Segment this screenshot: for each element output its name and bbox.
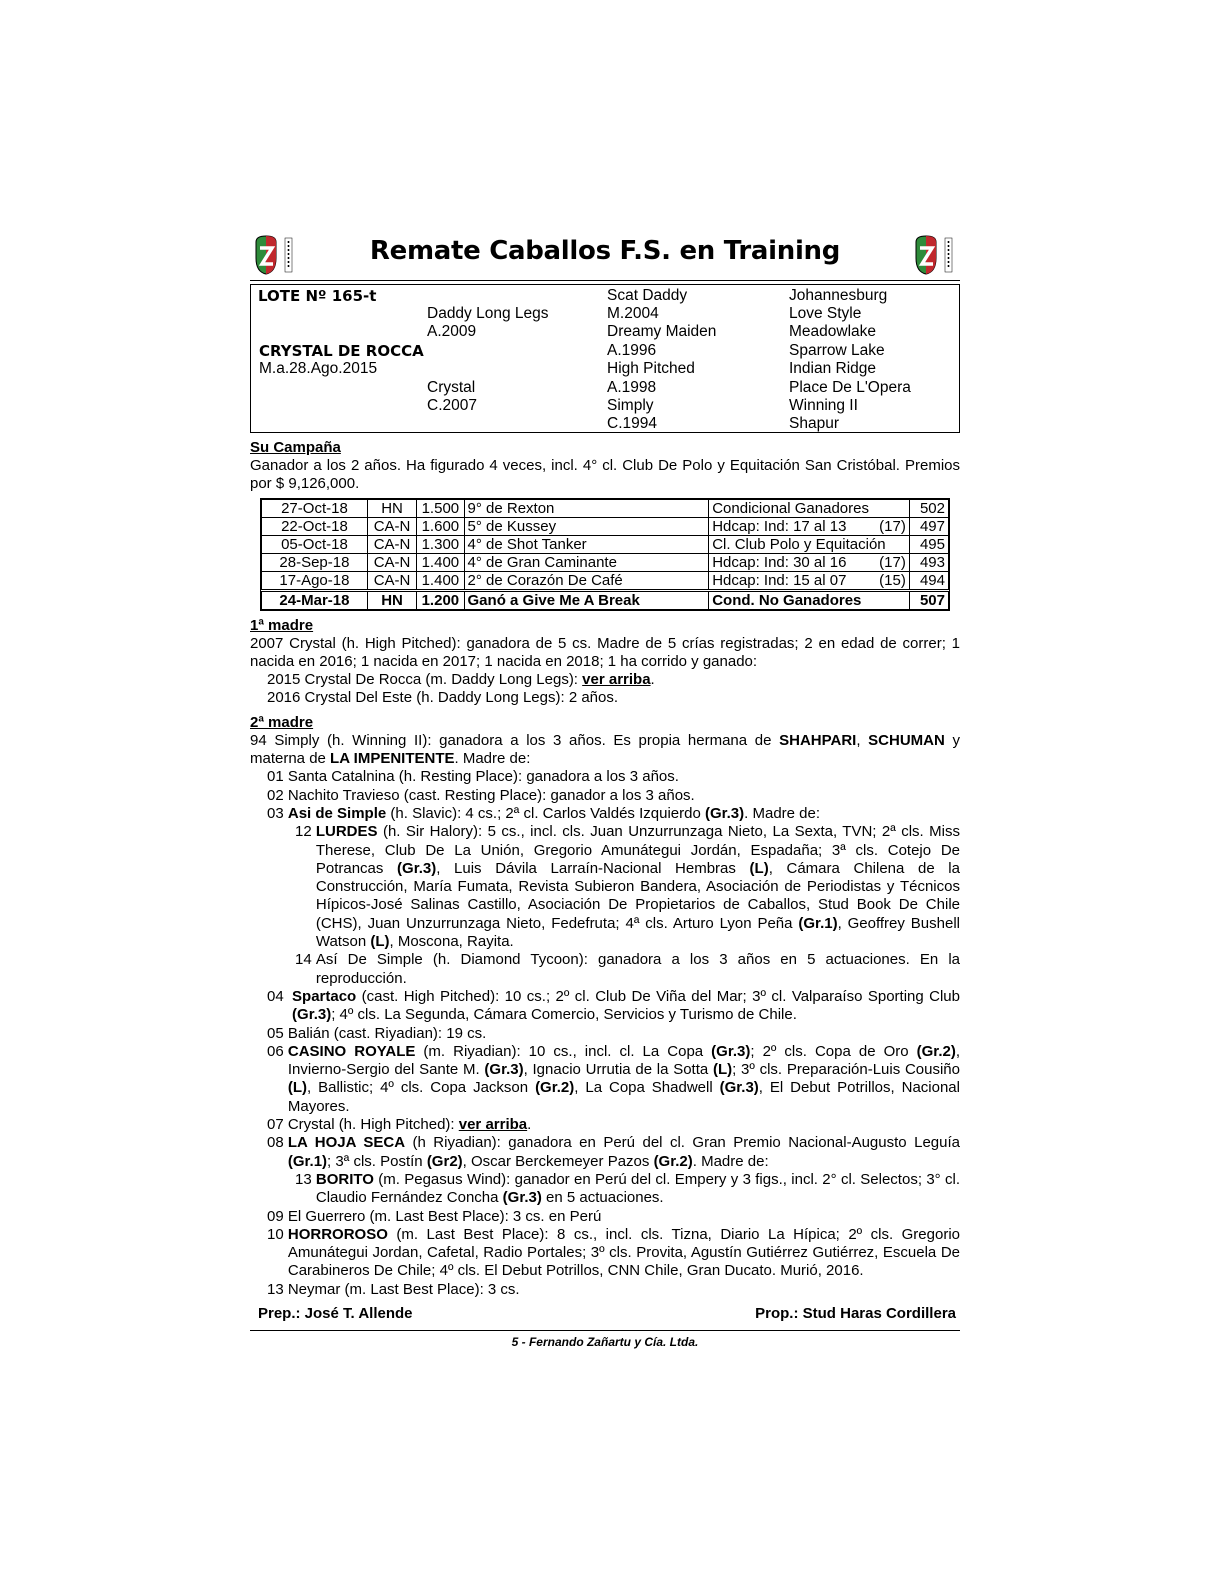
sire-name: Daddy Long Legs xyxy=(427,305,549,322)
g2-year: A.1998 xyxy=(607,379,657,396)
race-result: 4° de Gran Caminante xyxy=(464,553,709,571)
offspring-name: Spartaco xyxy=(292,987,357,1005)
race-condition: Hdcap: Ind: 15 al 07 xyxy=(709,571,876,590)
offspring-text: (m. Riyadian): 10 cs., incl. cl. La Copa xyxy=(415,1042,712,1060)
race-date: 24-Mar-18 xyxy=(262,590,368,609)
lot-number: LOTE Nº 165-t xyxy=(258,287,377,305)
race-field: (17) xyxy=(875,517,909,535)
race-distance: 1.400 xyxy=(417,553,464,571)
offspring-text: , Cámara Chilena de la Construcción, María Fumata, Revista Subieron Bandera, Asociación de Periodistas y Técnicos Hípicos-José Salinas Castillo, Asociación De Propietarios de Caballos, Stud Book De Chile (CHS), Juan Unzurrunzaga Nieto, Fedefruta; 4ª cls. Arturo Lyon Peña xyxy=(315,859,960,932)
entry-number: 13 xyxy=(295,1170,316,1188)
sibling-name: SCHUMAN xyxy=(868,731,945,749)
offspring-text: , El Debut Potrillos, Nacional Mayores. xyxy=(287,1079,960,1115)
offspring-text: . Madre de: xyxy=(692,1152,769,1170)
dam-name: Crystal xyxy=(427,379,476,396)
credits-row xyxy=(250,1305,960,1322)
race-number: 507 xyxy=(909,590,948,609)
race-table xyxy=(260,498,950,611)
race-track: CA-N xyxy=(367,535,416,553)
entry-number: 08 xyxy=(267,1134,288,1152)
grade: (Gr.3) xyxy=(484,1061,524,1079)
race-result: Ganó a Give Me A Break xyxy=(464,590,709,609)
grade: (Gr.3) xyxy=(704,804,745,822)
grade: (Gr.3) xyxy=(397,859,437,877)
race-track: HN xyxy=(367,499,416,517)
race-condition: Hdcap: Ind: 17 al 13 xyxy=(709,517,876,535)
grade: (Gr.2) xyxy=(653,1152,693,1170)
race-track: CA-N xyxy=(367,553,416,571)
offspring-entry xyxy=(250,805,960,823)
race-condition: Cl. Club Polo y Equitación xyxy=(709,535,910,553)
grade: (Gr.2) xyxy=(535,1079,575,1097)
offspring-text: (h. Slavic): 4 cs.; 2ª cl. Carlos Valdés Izquierdo xyxy=(386,804,705,822)
catalog-page xyxy=(250,232,960,1349)
g3-name: Sparrow Lake xyxy=(789,342,885,359)
race-condition: Cond. No Ganadores xyxy=(709,590,910,609)
grade: (L) xyxy=(749,859,769,877)
race-date: 17-Ago-18 xyxy=(262,571,368,590)
offspring-entry: 2015 Crystal De Rocca (m. Daddy Long Legs): ver arriba. xyxy=(267,671,655,689)
grade: (Gr.1) xyxy=(287,1152,328,1170)
offspring-entry xyxy=(250,951,960,988)
grade: (Gr.3) xyxy=(711,1042,751,1060)
grade: (Gr.3) xyxy=(502,1189,542,1207)
grade: (L) xyxy=(712,1061,733,1079)
grade: (Gr2) xyxy=(426,1152,463,1170)
race-date: 05-Oct-18 xyxy=(262,535,368,553)
table-row xyxy=(262,571,949,590)
race-track: CA-N xyxy=(367,517,416,535)
offspring-text: , Geoffrey Bushell Watson xyxy=(315,914,960,951)
g2-name: Simply xyxy=(607,397,654,414)
page-header xyxy=(250,232,960,281)
offspring-text: ; 3º cls. Preparación-Luis Cousiño xyxy=(732,1061,960,1079)
dam-year: C.2007 xyxy=(427,397,477,414)
offspring-text: , Ignacio Urrutia de la Sotta xyxy=(523,1061,713,1079)
see-above-link: ver arriba xyxy=(582,671,651,689)
table-row xyxy=(262,535,949,553)
race-distance: 1.400 xyxy=(417,571,464,590)
offspring-text: (cast. High Pitched): 10 cs.; 2º cl. Club De Viña del Mar; 3º cl. Valparaíso Sporting Club xyxy=(356,987,960,1005)
race-number: 494 xyxy=(909,571,948,590)
race-field: (17) xyxy=(875,553,909,571)
race-number: 502 xyxy=(909,499,948,517)
offspring-text: , Luis Dávila Larraín-Nacional Hembras xyxy=(436,859,750,877)
second-dam-intro xyxy=(250,732,960,769)
offspring-text: (m. Last Best Place): 8 cs., incl. cls. Tizna, Diario La Hípica; 2º cls. Gregorio Amunátegui Jordan, Cafetal, Radio Portales; 3º cls. Provita, Agustín Gutiérrez Gutiérrez, Escuela De Carabineros De Chile; 4º cls. El Debut Potrillos, CNN Chile, Gran Ducato. Murió, 2016. xyxy=(287,1225,960,1280)
race-date: 28-Sep-18 xyxy=(262,553,368,571)
offspring-text: ; 3ª cls. Postín xyxy=(327,1152,427,1170)
race-result: 9° de Rexton xyxy=(464,499,709,517)
offspring-text: ; 2º cls. Copa de Oro xyxy=(750,1042,917,1060)
offspring-entry xyxy=(250,988,960,1025)
race-distance: 1.600 xyxy=(417,517,464,535)
zanartu-logo-right xyxy=(912,234,960,276)
race-number: 497 xyxy=(909,517,948,535)
race-result: 2° de Corazón De Café xyxy=(464,571,709,590)
page-title: Remate Caballos F.S. en Training xyxy=(369,236,841,266)
g2-name: Dreamy Maiden xyxy=(607,323,717,340)
campaign-heading: Su Campaña xyxy=(250,439,341,456)
offspring-text: (h. Sir Halory): 5 cs., incl. cls. Juan Unzurrunzaga Nieto, La Sexta, TVN; 2ª cls. Miss Therese, Club De La Unión, Gregorio Amunátegui Jordán, Espadaña; 3ª cls. Cotejo De Potrancas xyxy=(315,823,960,877)
first-dam-heading: 1ª madre xyxy=(250,616,314,634)
entry-number: 03 xyxy=(267,804,288,822)
table-row xyxy=(262,553,949,571)
entry-number: 10 xyxy=(267,1225,288,1243)
offspring-name: Asi de Simple xyxy=(287,804,387,822)
table-row xyxy=(262,517,949,535)
g2-year: C.1994 xyxy=(607,415,657,432)
see-above-link: ver arriba xyxy=(458,1116,528,1134)
sire-year: A.2009 xyxy=(427,323,477,340)
pedigree-box xyxy=(250,284,960,433)
table-row xyxy=(262,499,949,517)
sibling-name: LA IMPENITENTE xyxy=(330,750,455,768)
second-dam-heading: 2ª madre xyxy=(250,713,314,731)
g2-year: A.1996 xyxy=(607,342,657,359)
race-number: 493 xyxy=(909,553,948,571)
horse-birth: M.a.28.Ago.2015 xyxy=(259,360,378,377)
entry-number: 04 xyxy=(267,987,293,1005)
offspring-text: 2015 Crystal De Rocca (m. Daddy Long Legs): xyxy=(267,671,583,689)
intro-text: y materna de xyxy=(250,731,960,768)
offspring-text: Así De Simple (h. Diamond Tycoon): ganadora a los 3 años en 5 actuaciones. En la reproducción. xyxy=(315,951,960,987)
g3-name: Winning II xyxy=(789,397,858,414)
campaign-summary: Ganador a los 2 años. Ha figurado 4 veces, incl. 4° cl. Club De Polo y Equitación San Cristóbal. Premios por $ 9,126,000. xyxy=(250,457,960,493)
offspring-name: HORROROSO xyxy=(287,1225,388,1243)
sibling-name: SHAHPARI xyxy=(779,731,857,749)
intro-text: 94 Simply (h. Winning II): ganadora a los 3 años. Es propia hermana de xyxy=(250,731,780,749)
offspring-text: (h Riyadian): ganadora en Perú del cl. Gran Premio Nacional-Augusto Leguía xyxy=(405,1134,960,1152)
offspring-entry: 2016 Crystal Del Este (h. Daddy Long Legs): 2 años. xyxy=(267,689,619,707)
offspring-text: 07 Crystal (h. High Pitched): xyxy=(267,1116,459,1134)
offspring-entry: 01 Santa Catalnina (h. Resting Place): ganadora a los 3 años. xyxy=(267,768,679,786)
offspring-text: (m. Pegasus Wind): ganador en Perú del cl. Empery y 3 figs., incl. 2° cl. Selectos; 3° cl. Claudio Fernández Concha xyxy=(315,1170,960,1207)
entry-number: 12 xyxy=(295,823,316,841)
race-distance: 1.300 xyxy=(417,535,464,553)
table-row-win xyxy=(262,590,949,609)
race-field: (15) xyxy=(875,571,909,590)
offspring-entry xyxy=(250,1226,960,1281)
entry-number: 06 xyxy=(267,1042,288,1060)
intro-text: , xyxy=(856,731,869,749)
offspring-text: ; 4º cls. La Segunda, Cámara Comercio, Servicios y Turismo de Chile. xyxy=(331,1006,797,1024)
g3-name: Indian Ridge xyxy=(789,360,877,377)
horse-name: CRYSTAL DE ROCCA xyxy=(259,342,424,360)
offspring-text: , Moscona, Rayita. xyxy=(389,933,514,951)
first-dam-intro: 2007 Crystal (h. High Pitched): ganadora de 5 cs. Madre de 5 crías registradas; 2 en edad de correr; 1 nacida en 2016; 1 nacida en 2017; 1 nacida en 2018; 1 ha corrido y ganado: xyxy=(250,634,960,670)
g2-name: Scat Daddy xyxy=(607,287,688,304)
offspring-entry xyxy=(250,823,960,951)
grade: (L) xyxy=(370,933,390,951)
race-date: 27-Oct-18 xyxy=(262,499,368,517)
offspring-text: , Ballistic; 4º cls. Copa Jackson xyxy=(307,1079,536,1097)
offspring-text: en 5 actuaciones. xyxy=(541,1189,664,1207)
g3-name: Love Style xyxy=(789,305,862,322)
race-date: 22-Oct-18 xyxy=(262,517,368,535)
offspring-entry xyxy=(250,1043,960,1116)
offspring-text: , Invierno-Sergio del Sante M. xyxy=(287,1042,960,1079)
race-condition: Hdcap: Ind: 30 al 16 xyxy=(709,553,876,571)
offspring-text: , Oscar Berckemeyer Pazos xyxy=(462,1152,654,1170)
race-track: HN xyxy=(367,590,416,609)
trainer: Prep.: José T. Allende xyxy=(258,1304,413,1322)
offspring-name: LURDES xyxy=(315,823,378,841)
race-number: 495 xyxy=(909,535,948,553)
offspring-entry: 13 Neymar (m. Last Best Place): 3 cs. xyxy=(267,1280,520,1298)
offspring-entry xyxy=(250,1116,960,1134)
offspring-entry: 09 El Guerrero (m. Last Best Place): 3 cs. en Perú xyxy=(267,1207,602,1225)
offspring-name: CASINO ROYALE xyxy=(287,1042,416,1060)
race-distance: 1.200 xyxy=(417,590,464,609)
offspring-name: BORITO xyxy=(315,1170,374,1188)
g3-name: Johannesburg xyxy=(789,287,888,304)
race-track: CA-N xyxy=(367,571,416,590)
grade: (Gr.2) xyxy=(916,1042,956,1060)
page-footer: 5 - Fernando Zañartu y Cía. Ltda. xyxy=(250,1330,960,1349)
offspring-name: LA HOJA SECA xyxy=(287,1134,406,1152)
offspring-entry xyxy=(250,1134,960,1171)
g3-name: Meadowlake xyxy=(789,323,877,340)
race-result: 5° de Kussey xyxy=(464,517,709,535)
g3-name: Shapur xyxy=(789,415,839,432)
g2-year: M.2004 xyxy=(607,305,659,322)
offspring-text: . Madre de: xyxy=(744,804,821,822)
offspring-text: , La Copa Shadwell xyxy=(574,1079,720,1097)
g2-name: High Pitched xyxy=(607,360,695,377)
intro-text: . Madre de: xyxy=(454,750,531,768)
race-result: 4° de Shot Tanker xyxy=(464,535,709,553)
owner: Prop.: Stud Haras Cordillera xyxy=(755,1304,956,1322)
g3-name: Place De L'Opera xyxy=(789,379,911,396)
grade: (Gr.3) xyxy=(292,1006,332,1024)
entry-number: 14 xyxy=(295,951,316,969)
grade: (Gr.1) xyxy=(798,914,838,932)
offspring-entry xyxy=(250,1171,960,1208)
race-condition: Condicional Ganadores xyxy=(709,499,910,517)
grade: (L) xyxy=(287,1079,308,1097)
grade: (Gr.3) xyxy=(719,1079,759,1097)
race-distance: 1.500 xyxy=(417,499,464,517)
offspring-text: . xyxy=(527,1116,532,1134)
offspring-entry: 05 Balián (cast. Riyadian): 19 cs. xyxy=(267,1024,487,1042)
offspring-entry: 02 Nachito Travieso (cast. Resting Place): ganador a los 3 años. xyxy=(267,786,695,804)
